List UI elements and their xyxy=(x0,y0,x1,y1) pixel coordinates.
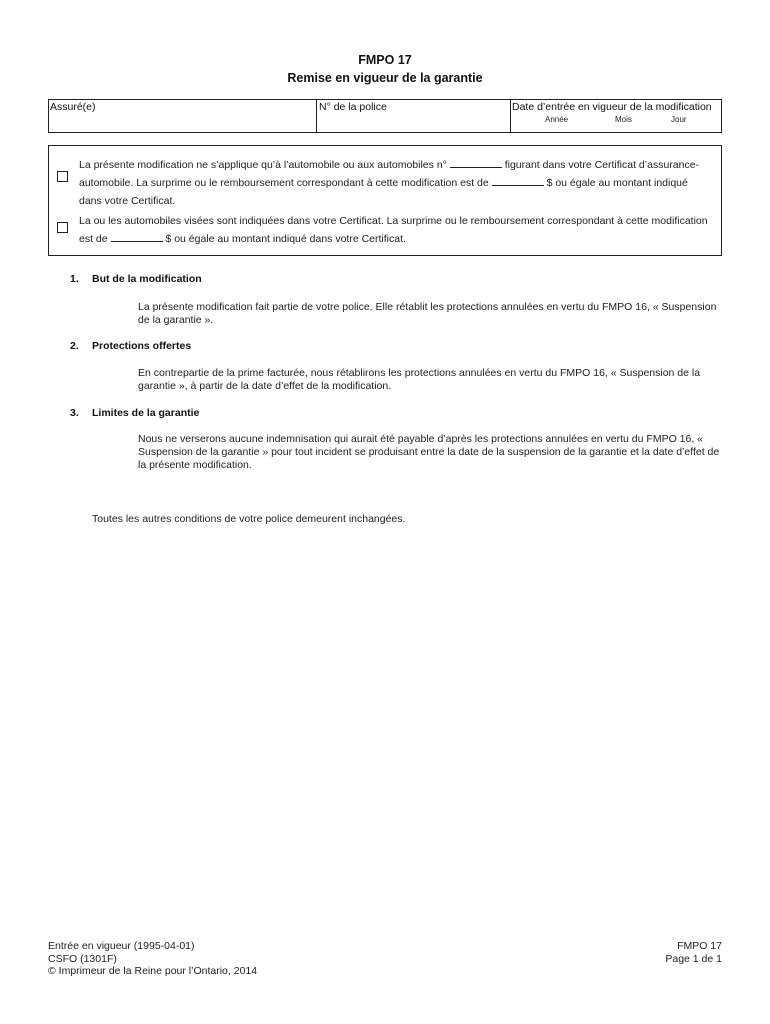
option1-text: La présente modification ne s’applique qu’à l’automobile ou aux automobiles n° figurant dans votre Certificat d’assurance-automobile. La surprime ou le remboursement correspondant à cette modification est de $ ou égale au montant indiqué dans votre Certificat. xyxy=(79,159,700,207)
amount-blank-2[interactable] xyxy=(111,231,163,242)
section-title: Protections offertes xyxy=(92,340,192,352)
month-label: Mois xyxy=(615,115,632,124)
closing-statement: Toutes les autres conditions de votre police demeurent inchangées. xyxy=(92,513,406,525)
section-body: La présente modification fait partie de votre police. Elle rétablit les protections annulées en vertu du FMPO 16, « Suspension de la garantie ». xyxy=(138,301,717,326)
footer-csfo: CSFO (1301F) xyxy=(48,952,117,965)
day-label: Jour xyxy=(671,115,687,124)
section-number: 1. xyxy=(70,273,79,285)
section-body: Nous ne verserons aucune indemnisation qui aurait été payable d’après les protections annulées en vertu du FMPO 16, « Suspension de la garantie » pour tout incident se produisant entre la date de la suspension de la garantie et la date d’effet de la présente modification. xyxy=(138,433,720,471)
option2-text: La ou les automobiles visées sont indiquées dans votre Certificat. La surprime ou le remboursement correspondant à cette modification est de $ ou égale au montant indiqué dans votre Certificat. xyxy=(79,215,708,245)
effective-date-field[interactable] xyxy=(511,100,721,132)
section-number: 2. xyxy=(70,340,79,352)
section-number: 3. xyxy=(70,407,79,419)
footer-form-code: FMPO 17 xyxy=(677,940,722,952)
policy-info-table xyxy=(48,99,722,133)
footer-copyright: © Imprimeur de la Reine pour l’Ontario, 2014 xyxy=(48,965,258,977)
option1-checkbox[interactable] xyxy=(57,171,68,182)
form-code-title: FMPO 17 xyxy=(358,53,412,67)
footer-page-number: Page 1 de 1 xyxy=(665,952,722,965)
vehicle-options-box xyxy=(48,145,722,256)
option2-checkbox[interactable] xyxy=(57,222,68,233)
section-body: En contrepartie de la prime facturée, nous rétablirons les protections annulées en vertu du FMPO 16, « Suspension de la garantie », à partir de la date d’effet de la modification. xyxy=(138,367,701,392)
effective-date-label: Date d’entrée en vigueur de la modification xyxy=(512,101,712,113)
vehicle-number-blank[interactable] xyxy=(450,157,502,168)
insured-label: Assuré(e) xyxy=(50,101,96,113)
policy-number-label: N° de la police xyxy=(319,101,387,113)
footer-left xyxy=(48,940,257,978)
footer-effective-date: Entrée en vigueur (1995-04-01) xyxy=(48,940,195,952)
year-label: Année xyxy=(545,115,569,124)
insured-field[interactable] xyxy=(49,100,317,132)
amount-blank-1[interactable] xyxy=(492,175,544,186)
section-title: Limites de la garantie xyxy=(92,407,200,419)
page-title: Remise en vigueur de la garantie xyxy=(287,71,483,85)
section-title: But de la modification xyxy=(92,273,202,285)
policy-number-field[interactable] xyxy=(317,100,511,132)
footer-right xyxy=(665,940,722,965)
